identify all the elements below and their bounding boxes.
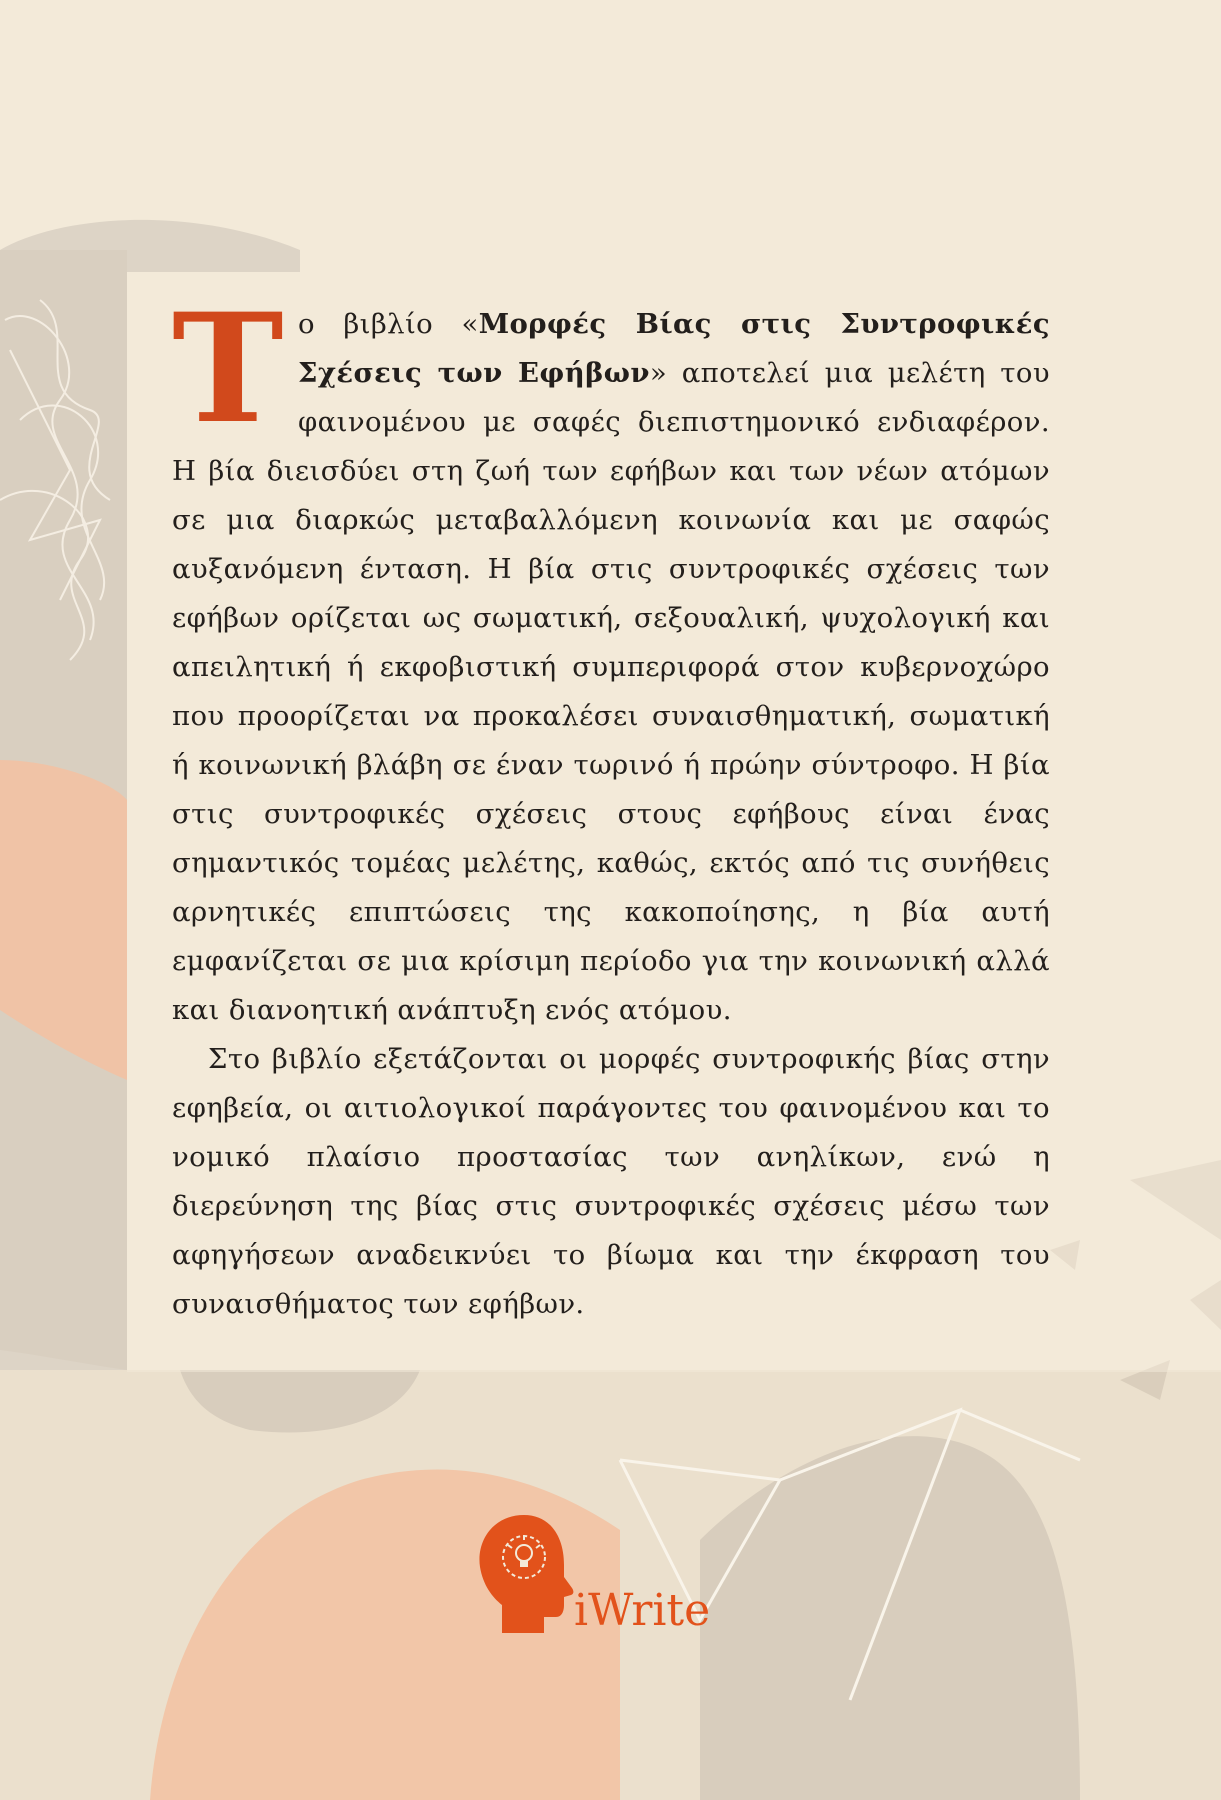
publisher-name: iWrite bbox=[574, 1585, 711, 1636]
head-with-lightbulb-icon bbox=[479, 1515, 573, 1633]
title-close-quote: » bbox=[649, 357, 668, 389]
back-cover-text bbox=[172, 281, 1050, 1329]
drop-cap: Τ bbox=[172, 281, 285, 457]
paragraph-1-body: αποτελεί μια μελέτη του φαινομένου με σαφές διεπιστημονικό ενδιαφέρον. Η βία διεισδύει στη ζωή των εφήβων και των νέων ατόμων σε μια διαρκώς μεταβαλλόμενη κοινωνία και με σαφώς αυξανόμενη ένταση. Η βία στις συντροφικές σχέσεις των εφήβων ορίζεται ως σωματική, σεξουαλική, ψυχολογική και απειλητική ή εκφοβιστική συμπεριφορά στον κυβερνοχώρο που προορίζεται να προκαλέσει συναισθηματική, σωματική ή κοινωνική βλάβη σε έναν τωρινό ή πρώην σύντροφο. Η βία στις συντροφικές σχέσεις στους εφήβους είναι ένας σημαντικός τομέας μελέτης, καθώς, εκτός από τις συνήθεις αρνητικές επιπτώσεις της κακοποίησης, η βία αυτή εμφανίζεται σε μια κρίσιμη περίοδο για την κοινωνική αλλά και διανοητική ανάπτυξη ενός ατόμου. bbox=[172, 357, 1050, 1026]
paragraph-1 bbox=[172, 281, 1050, 1035]
book-title: Μορφές Βίας στις Συντροφικές Σχέσεις των Εφήβων bbox=[298, 308, 1050, 389]
intro-text: ο βιβλίο « bbox=[298, 308, 479, 340]
paragraph-2: Στο βιβλίο εξετάζονται οι μορφές συντροφικής βίας στην εφηβεία, οι αιτιολογικοί παράγοντες του φαινομένου και το νομικό πλαίσιο προστασίας των ανηλίκων, ενώ η διερεύνηση της βίας στις συντροφικές σχέσεις μέσω των αφηγήσεων αναδεικνύει το βίωμα και την έκφραση του συναισθήματος των εφήβων. bbox=[172, 1043, 1050, 1320]
